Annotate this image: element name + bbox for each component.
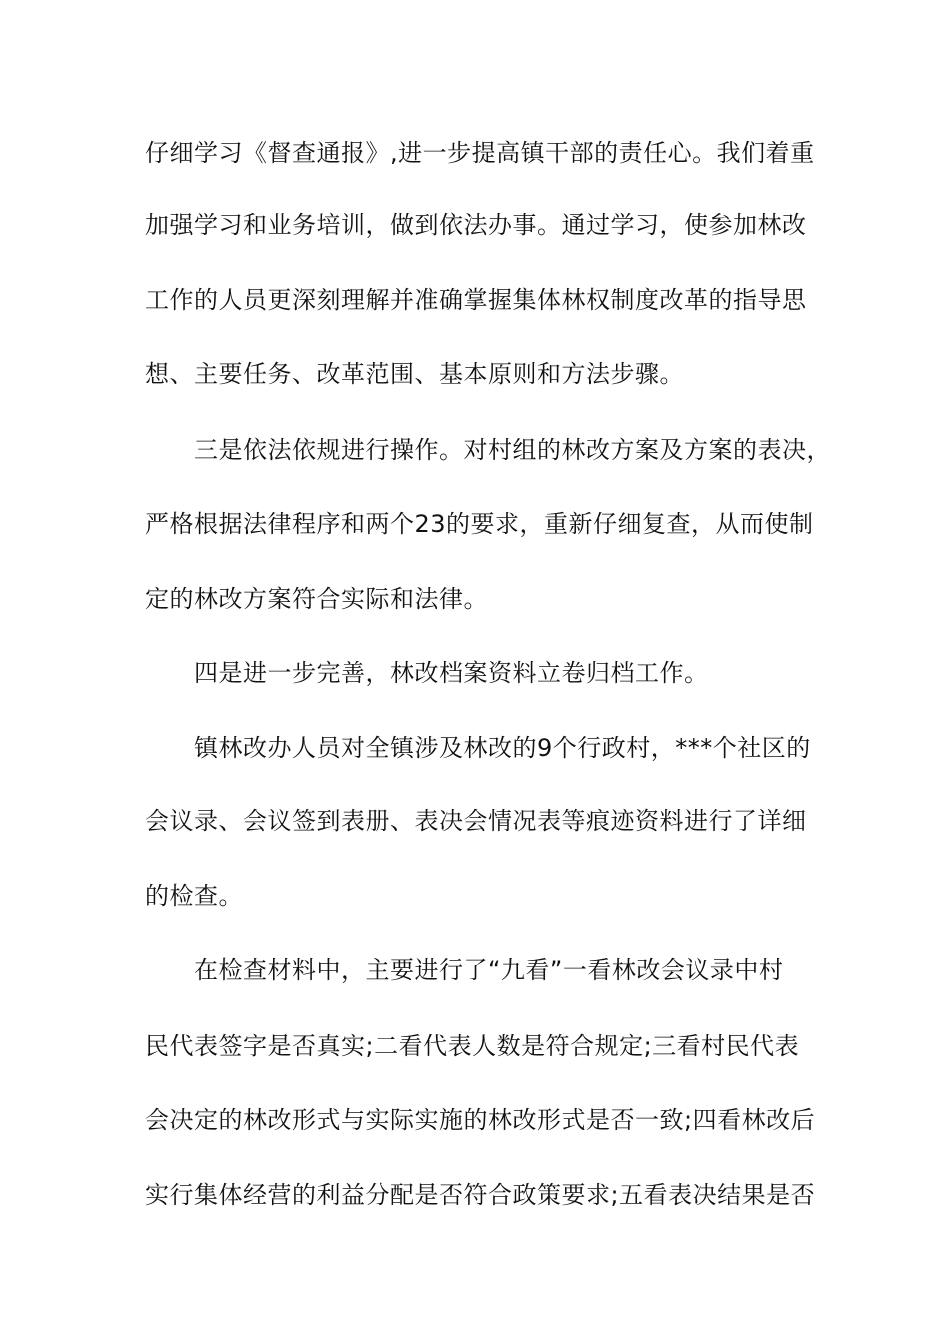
text-line: 工作的人员更深刻理解并准确掌握集体林权制度改革的指导思: [145, 286, 807, 314]
paragraph-start-line: 在检查材料中，主要进行了“九看”一看林改会议录中村: [194, 956, 784, 984]
text-line: 会决定的林改形式与实际实施的林改形式是否一致;四看林改后: [145, 1106, 816, 1134]
text-line: 严格根据法律程序和两个23的要求，重新仔细复查，从而使制: [145, 510, 814, 538]
text-line: 的检查。: [145, 882, 243, 910]
text-line: 民代表签字是否真实;二看代表人数是符合规定;三看村民代表: [145, 1032, 800, 1060]
text-line: 实行集体经营的利益分配是否符合政策要求;五看表决结果是否: [145, 1181, 816, 1209]
text-line: 想、主要任务、改革范围、基本原则和方法步骤。: [145, 360, 684, 388]
text-line: 会议录、会议签到表册、表决会情况表等痕迹资料进行了详细: [145, 807, 807, 835]
paragraph-start-line: 四是进一步完善，林改档案资料立卷归档工作。: [194, 659, 709, 687]
text-line: 仔细学习《督查通报》,进一步提高镇干部的责任心。我们着重: [145, 139, 815, 167]
paragraph-start-line: 三是依法依规进行操作。对村组的林改方案及方案的表决，: [194, 436, 831, 464]
text-line: 加强学习和业务培训，做到依法办事。通过学习，使参加林改: [145, 211, 807, 239]
paragraph-start-line: 镇林改办人员对全镇涉及林改的9个行政村，***个社区的: [194, 734, 811, 762]
text-line: 定的林改方案符合实际和法律。: [145, 585, 488, 613]
